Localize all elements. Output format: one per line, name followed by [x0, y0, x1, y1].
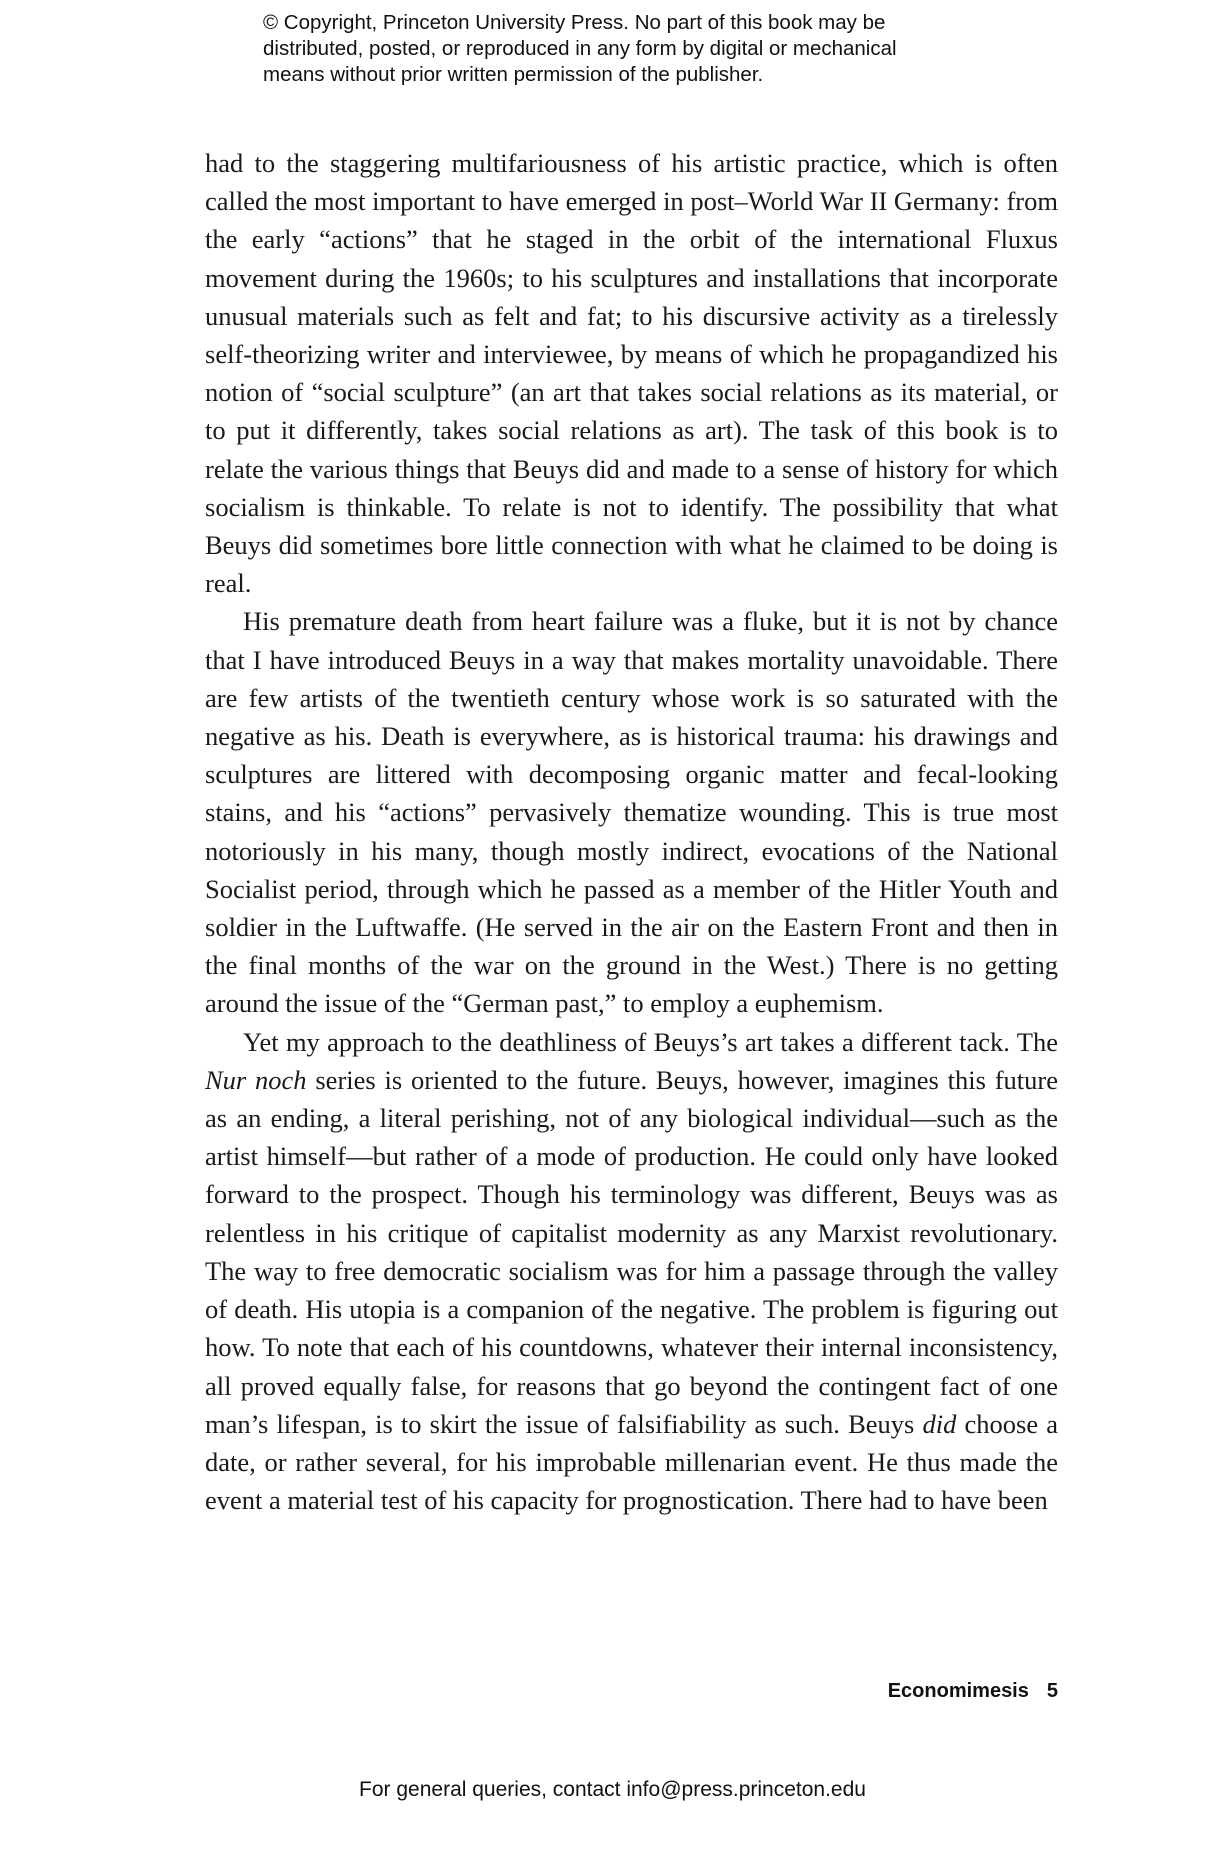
copyright-line: © Copyright, Princeton University Press. No part of this book may be [263, 11, 886, 34]
running-head: Economimesis [887, 1680, 1029, 1702]
contact-line: For general queries, contact info@press.princeton.edu [359, 1778, 866, 1801]
paragraph: His premature death from heart failure was a fluke, but it is not by chance that I have introduced Beuys in a way that makes mortality unavoidable. There are few artists of the twentieth century whose work is so saturated with the negative as his. Death is everywhere, as is historical trauma: his drawings and sculptures are littered with decomposing organic matter and fecal-looking stains, and his “actions” pervasively thematize wounding. This is true most notoriously in his many, though mostly indirect, evocations of the National Socialist period, through which he passed as a member of the Hitler Youth and soldier in the Luftwaffe. (He served in the air on the Eastern Front and then in the final months of the war on the ground in the West.) There is no getting around the issue of the “German past,” to employ a euphemism. [205, 606, 1058, 1019]
copyright-notice [263, 10, 1023, 88]
paragraph-text: choose a date, or rather several, for his improbable millenarian event. He thus made the event a material test of his capacity for prognostication. There had to have been [205, 1408, 1058, 1516]
paragraph-text: series is oriented to the future. Beuys, however, imagines this future as an ending, a literal perishing, not of any biological individual—such as the artist himself—but rather of a mode of production. He could only have looked forward to the prospect. Though his terminology was different, Beuys was as relentless in his critique of capitalist modernity as any Marxist revolutionary. The way to free democratic socialism was for him a passage through the valley of death. His utopia is a companion of the negative. The problem is figuring out how. To note that each of his countdowns, whatever their internal inconsistency, all proved equally false, for reasons that go beyond the contingent fact of one man’s lifespan, is to skirt the issue of falsifiability as such. Beuys [205, 1064, 1059, 1439]
running-footer [888, 1680, 1058, 1703]
body-text [205, 144, 1058, 1519]
copyright-line: means without prior written permission of the publisher. [263, 63, 764, 86]
italic-emphasis: did [922, 1408, 957, 1439]
copyright-line: distributed, posted, or reproduced in any form by digital or mechanical [263, 37, 897, 60]
page-number: 5 [1046, 1680, 1058, 1702]
italic-title: Nur noch [205, 1064, 307, 1095]
paragraph [205, 1023, 1058, 1520]
paragraph-text: Yet my approach to the deathliness of Beuys’s art takes a different tack. The [243, 1026, 1058, 1057]
paragraph: had to the staggering multifariousness of his artistic practice, which is often called the most important to have emerged in post–World War II Germany: from the early “actions” that he staged in the orbit of the international Fluxus movement during the 1960s; to his sculptures and installations that incorporate unusual materials such as felt and fat; to his discursive activity as a tirelessly self-theorizing writer and interviewee, by means of which he propagandized his notion of “social sculpture” (an art that takes social relations as its material, or to put it differently, takes social relations as art). The task of this book is to relate the various things that Beuys did and made to a sense of history for which socialism is thinkable. To relate is not to identify. The possibility that what Beuys did sometimes bore little connection with what he claimed to be doing is real. [205, 148, 1058, 599]
